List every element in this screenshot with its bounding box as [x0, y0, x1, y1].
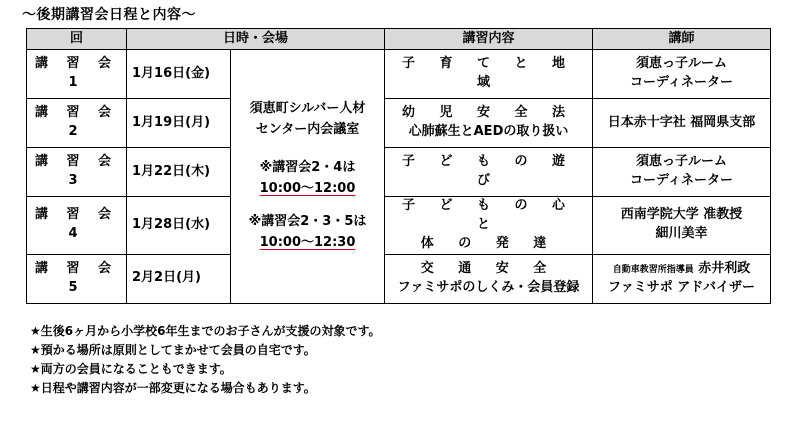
time-note-value: 10:00～12:30 [259, 234, 356, 250]
page-title: ～後期講習会日程と内容～ [22, 7, 196, 23]
note-item: ★両方の会員になることもできます。 [30, 362, 232, 376]
content-cell: 子 育 て と 地 域 [385, 50, 593, 99]
lecturer-cell: 自動車教習所指導員 赤井利政 ファミサポ アドバイザー [593, 254, 771, 303]
header-row [27, 29, 771, 50]
lecturer-cell: 須恵っ子ルーム コーディネーター [593, 50, 771, 99]
venue-cell [231, 50, 385, 304]
lecturer-cell: 須恵っ子ルーム コーディネーター [593, 148, 771, 197]
notes-list [30, 322, 381, 398]
lecturer-cell: 西南学院大学 准教授 細川美幸 [593, 197, 771, 255]
header-content: 講習内容 [385, 29, 593, 50]
note-item: ★預かる場所は原則としてまかせて会員の自宅です。 [30, 343, 316, 357]
time-note-label: ※講習会2・4は [259, 160, 356, 176]
table-row [27, 148, 771, 197]
schedule-table [26, 28, 771, 304]
date-cell: 1月22日(木) [127, 148, 231, 197]
header-lecturer: 講師 [593, 29, 771, 50]
table-row [27, 197, 771, 255]
content-cell: 交 通 安 全 ファミサポのしくみ・会員登録 [385, 254, 593, 303]
note-item: ★生後6ヶ月から小学校6年生までのお子さんが支援の対象です。 [30, 324, 381, 338]
date-cell: 1月28日(水) [127, 197, 231, 255]
table-row [27, 254, 771, 303]
date-cell: 1月19日(月) [127, 99, 231, 148]
content-cell: 子 ど も の 遊 び [385, 148, 593, 197]
table-row [27, 99, 771, 148]
session-cell: 講 習 会 1 [27, 50, 127, 99]
date-cell: 1月16日(金) [127, 50, 231, 99]
date-cell: 2月2日(月) [127, 254, 231, 303]
session-cell: 講 習 会 3 [27, 148, 127, 197]
venue-line: センター内会議室 [255, 121, 360, 137]
lecturer-cell: 日本赤十字社 福岡県支部 [593, 99, 771, 148]
venue-line: 須恵町シルバー人材 [249, 100, 366, 116]
session-cell: 講 習 会 2 [27, 99, 127, 148]
header-datetime: 日時・会場 [127, 29, 385, 50]
note-item: ★日程や講習内容が一部変更になる場合もあります。 [30, 381, 316, 395]
table-row [27, 50, 771, 99]
session-cell: 講 習 会 4 [27, 197, 127, 255]
header-session: 回 [27, 29, 127, 50]
content-cell: 幼 児 安 全 法 心肺蘇生とAEDの取り扱い [385, 99, 593, 148]
time-note-value: 10:00～12:00 [259, 181, 356, 197]
content-cell: 子 ど も の 心 と 体 の 発 達 [385, 197, 593, 255]
time-note-label: ※講習会2・3・5は [248, 214, 367, 230]
session-cell: 講 習 会 5 [27, 254, 127, 303]
